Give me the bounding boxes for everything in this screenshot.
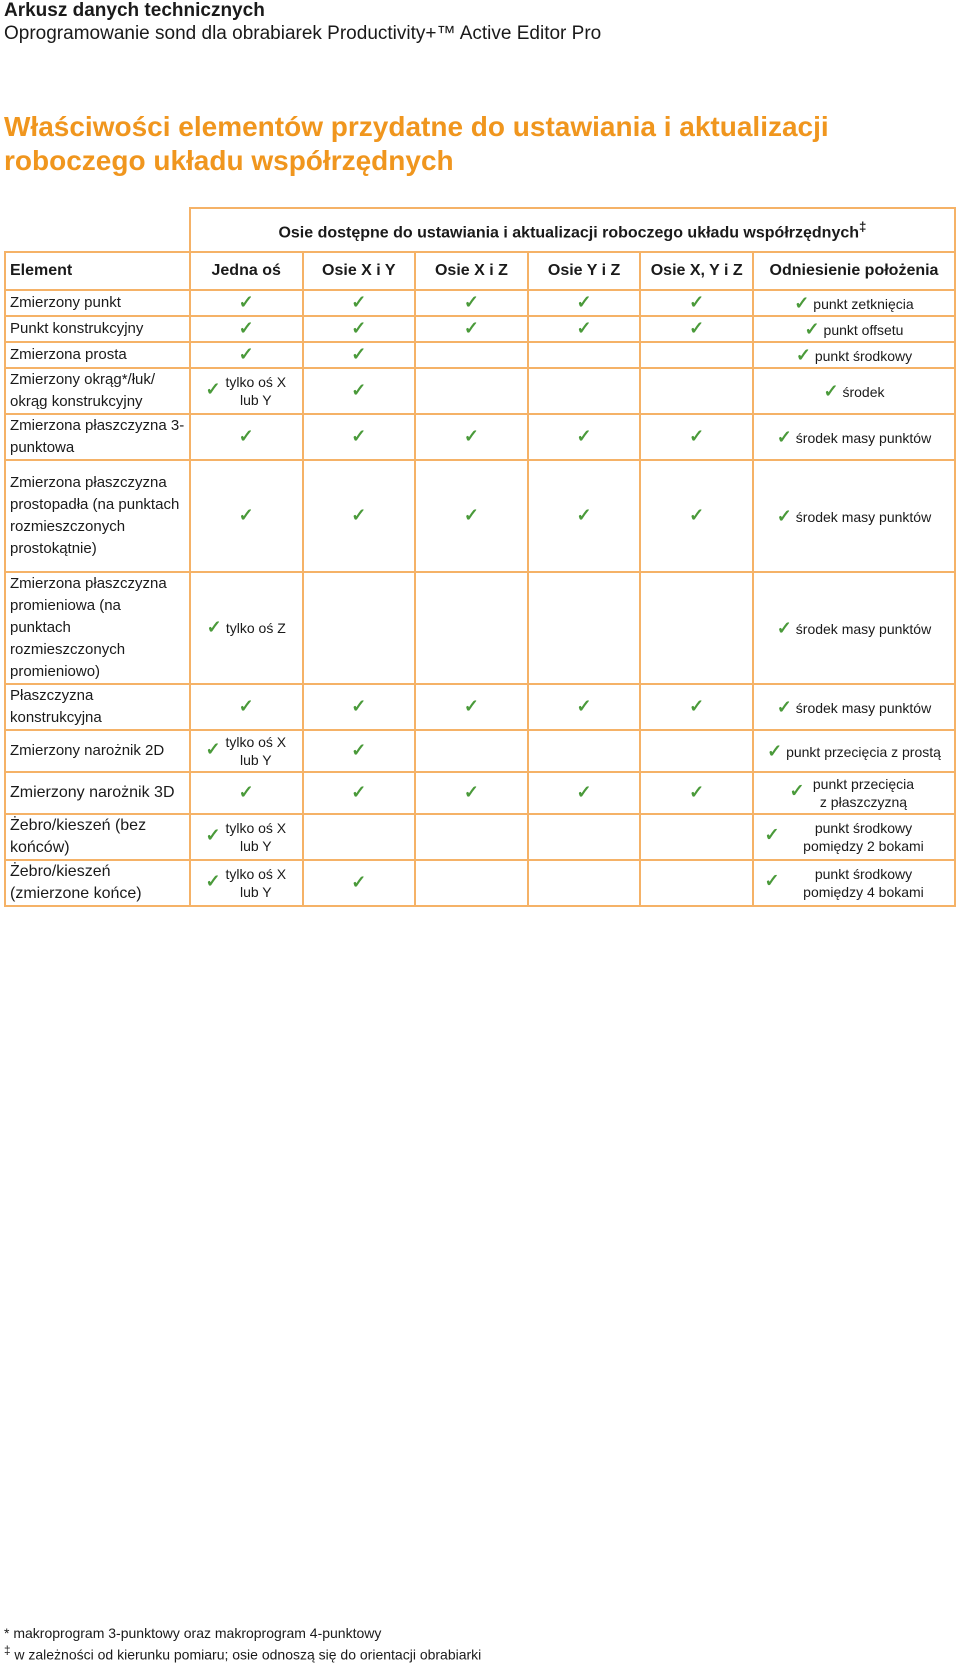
element-cell: Zmierzony punkt xyxy=(5,290,190,316)
check-cell xyxy=(303,684,416,730)
check-icon: ✓ xyxy=(576,505,592,525)
check-icon: ✓ xyxy=(794,292,810,313)
empty-cell xyxy=(415,572,528,684)
table-row xyxy=(5,814,955,860)
empty-cell xyxy=(415,368,528,414)
check-cell xyxy=(640,414,753,460)
check-icon: ✓ xyxy=(463,318,479,338)
reference-text: środek masy punktów xyxy=(795,620,932,637)
check-cell xyxy=(303,342,416,368)
reference-text: punkt środkowy pomiędzy 4 bokami xyxy=(803,866,924,900)
element-cell: Płaszczyzna konstrukcyjna xyxy=(5,684,190,730)
check-cell xyxy=(190,572,303,684)
check-cell xyxy=(303,414,416,460)
reference-text: środek masy punktów xyxy=(795,508,932,525)
empty-cell xyxy=(415,860,528,906)
empty-cell xyxy=(640,342,753,368)
empty-cell xyxy=(528,342,641,368)
check-icon: ✓ xyxy=(764,870,780,891)
footnote-mark: ‡ xyxy=(4,1644,11,1657)
footnote xyxy=(4,1624,481,1642)
check-icon: ✓ xyxy=(576,292,592,312)
reference-cell xyxy=(753,290,955,316)
check-cell xyxy=(190,730,303,772)
check-cell xyxy=(528,316,641,342)
check-icon: ✓ xyxy=(238,782,254,802)
document-subtitle: Oprogramowanie sond dla obrabiarek Productivity+™ Active Editor Pro xyxy=(4,23,602,44)
check-cell xyxy=(415,772,528,814)
check-icon: ✓ xyxy=(804,318,820,339)
empty-cell xyxy=(528,860,641,906)
check-icon: ✓ xyxy=(238,318,254,338)
check-icon: ✓ xyxy=(776,426,792,447)
empty-cell xyxy=(415,730,528,772)
check-cell xyxy=(190,772,303,814)
check-icon: ✓ xyxy=(206,617,222,637)
reference-text: środek xyxy=(842,383,885,400)
check-icon: ✓ xyxy=(689,426,705,446)
check-icon: ✓ xyxy=(351,505,367,525)
column-header-reference: Odniesienie położenia xyxy=(753,252,955,290)
reference-cell xyxy=(753,730,955,772)
single-axis-note: tylko oś Z xyxy=(225,620,286,636)
empty-cell xyxy=(303,572,416,684)
check-cell xyxy=(303,290,416,316)
reference-cell xyxy=(753,414,955,460)
check-icon: ✓ xyxy=(351,344,367,364)
column-header-element: Element xyxy=(5,252,190,290)
table-row xyxy=(5,290,955,316)
check-icon: ✓ xyxy=(576,782,592,802)
axes-group-header-text: Osie dostępne do ustawiania i aktualizacji roboczego układu współrzędnych xyxy=(278,224,860,242)
empty-cell xyxy=(415,342,528,368)
check-icon: ✓ xyxy=(463,696,479,716)
table-row xyxy=(5,684,955,730)
reference-text: punkt zetknięcia xyxy=(813,295,914,312)
check-icon: ✓ xyxy=(689,505,705,525)
reference-cell xyxy=(753,572,955,684)
empty-cell xyxy=(640,730,753,772)
element-cell: Zmierzony okrąg*/łuk/ okrąg konstrukcyjny xyxy=(5,368,190,414)
check-cell xyxy=(415,460,528,572)
check-cell xyxy=(190,316,303,342)
check-icon: ✓ xyxy=(238,344,254,364)
empty-cell xyxy=(415,814,528,860)
check-cell xyxy=(415,290,528,316)
check-cell xyxy=(190,290,303,316)
element-cell: Zmierzona prosta xyxy=(5,342,190,368)
empty-cell xyxy=(528,572,641,684)
axes-group-header xyxy=(190,208,955,252)
check-cell xyxy=(640,772,753,814)
check-cell xyxy=(190,342,303,368)
check-icon: ✓ xyxy=(238,696,254,716)
check-cell xyxy=(190,460,303,572)
table-row xyxy=(5,414,955,460)
check-icon: ✓ xyxy=(795,344,811,365)
check-icon: ✓ xyxy=(238,426,254,446)
empty-corner-cell xyxy=(5,208,190,252)
footnote-text: makroprogram 3-punktowy oraz makroprogram 4-punktowy xyxy=(13,1625,382,1641)
check-cell xyxy=(303,772,416,814)
single-axis-note: tylko oś X lub Y xyxy=(225,866,287,900)
check-icon: ✓ xyxy=(351,740,367,760)
check-cell xyxy=(415,316,528,342)
check-icon: ✓ xyxy=(689,782,705,802)
reference-cell xyxy=(753,860,955,906)
empty-cell xyxy=(640,814,753,860)
check-icon: ✓ xyxy=(823,380,839,401)
document-header xyxy=(4,0,601,46)
element-cell: Żebro/kieszeń (zmierzone końce) xyxy=(5,860,190,906)
reference-text: punkt offsetu xyxy=(823,321,904,338)
check-cell xyxy=(528,684,641,730)
check-cell xyxy=(640,460,753,572)
check-icon: ✓ xyxy=(238,505,254,525)
column-header-row xyxy=(5,252,955,290)
table-row xyxy=(5,730,955,772)
check-icon: ✓ xyxy=(789,780,805,801)
empty-cell xyxy=(640,572,753,684)
check-cell xyxy=(415,414,528,460)
reference-cell xyxy=(753,814,955,860)
reference-text: punkt przecięcia z prostą xyxy=(786,743,941,760)
reference-text: punkt środkowy xyxy=(814,347,913,364)
check-icon: ✓ xyxy=(351,292,367,312)
check-icon: ✓ xyxy=(776,696,792,717)
footnote-mark: * xyxy=(4,1625,10,1641)
table-row xyxy=(5,368,955,414)
check-icon: ✓ xyxy=(351,426,367,446)
check-icon: ✓ xyxy=(351,318,367,338)
footnotes xyxy=(4,1624,481,1664)
group-header-footnote-mark: ‡ xyxy=(859,218,867,234)
footnote xyxy=(4,1642,481,1664)
check-icon: ✓ xyxy=(205,824,221,845)
check-icon: ✓ xyxy=(205,378,221,399)
check-cell xyxy=(640,316,753,342)
reference-text: środek masy punktów xyxy=(795,699,932,716)
check-icon: ✓ xyxy=(767,740,783,761)
check-cell xyxy=(640,684,753,730)
single-axis-note: tylko oś X lub Y xyxy=(225,820,287,854)
column-header-x-y: Osie X i Y xyxy=(303,252,416,290)
element-cell: Zmierzona płaszczyzna promieniowa (na punktach rozmieszczonych promieniowo) xyxy=(5,572,190,684)
column-header-x-z: Osie X i Z xyxy=(415,252,528,290)
column-header-x-y-z: Osie X, Y i Z xyxy=(640,252,753,290)
table-row xyxy=(5,772,955,814)
table-row xyxy=(5,572,955,684)
reference-text: punkt środkowy pomiędzy 2 bokami xyxy=(803,820,924,854)
check-cell xyxy=(190,860,303,906)
table-row xyxy=(5,460,955,572)
check-icon: ✓ xyxy=(576,318,592,338)
check-cell xyxy=(415,684,528,730)
document-title: Arkusz danych technicznych xyxy=(4,0,265,21)
check-cell xyxy=(528,460,641,572)
check-cell xyxy=(190,684,303,730)
reference-cell xyxy=(753,684,955,730)
empty-cell xyxy=(640,860,753,906)
footnote-text: w zależności od kierunku pomiaru; osie odnoszą się do orientacji obrabiarki xyxy=(14,1646,482,1663)
empty-cell xyxy=(303,814,416,860)
check-icon: ✓ xyxy=(776,617,792,638)
reference-text: środek masy punktów xyxy=(795,429,932,446)
table-row xyxy=(5,316,955,342)
single-axis-note: tylko oś X lub Y xyxy=(225,374,287,408)
check-cell xyxy=(303,460,416,572)
table-row xyxy=(5,860,955,906)
axes-table xyxy=(4,207,956,907)
check-cell xyxy=(190,414,303,460)
element-cell: Żebro/kieszeń (bez końców) xyxy=(5,814,190,860)
element-cell: Zmierzony narożnik 3D xyxy=(5,772,190,814)
check-cell xyxy=(528,772,641,814)
check-icon: ✓ xyxy=(351,872,367,892)
single-axis-note: tylko oś X lub Y xyxy=(225,734,287,768)
check-cell xyxy=(190,368,303,414)
check-icon: ✓ xyxy=(576,696,592,716)
check-icon: ✓ xyxy=(776,505,792,526)
empty-cell xyxy=(528,730,641,772)
check-icon: ✓ xyxy=(576,426,592,446)
element-cell: Zmierzony narożnik 2D xyxy=(5,730,190,772)
check-icon: ✓ xyxy=(351,696,367,716)
check-icon: ✓ xyxy=(238,292,254,312)
check-icon: ✓ xyxy=(689,696,705,716)
reference-cell xyxy=(753,316,955,342)
reference-cell xyxy=(753,772,955,814)
check-cell xyxy=(190,814,303,860)
column-header-y-z: Osie Y i Z xyxy=(528,252,641,290)
reference-cell xyxy=(753,368,955,414)
check-icon: ✓ xyxy=(205,738,221,759)
reference-cell xyxy=(753,460,955,572)
column-header-single-axis: Jedna oś xyxy=(190,252,303,290)
check-icon: ✓ xyxy=(689,318,705,338)
empty-cell xyxy=(528,368,641,414)
check-icon: ✓ xyxy=(351,380,367,400)
check-cell xyxy=(640,290,753,316)
check-icon: ✓ xyxy=(351,782,367,802)
check-cell xyxy=(303,860,416,906)
reference-text: punkt przecięcia z płaszczyzną xyxy=(812,776,915,810)
check-icon: ✓ xyxy=(689,292,705,312)
reference-cell xyxy=(753,342,955,368)
check-cell xyxy=(528,414,641,460)
check-cell xyxy=(303,730,416,772)
element-cell: Punkt konstrukcyjny xyxy=(5,316,190,342)
empty-cell xyxy=(640,368,753,414)
check-cell xyxy=(303,368,416,414)
check-cell xyxy=(528,290,641,316)
check-icon: ✓ xyxy=(463,292,479,312)
element-cell: Zmierzona płaszczyzna prostopadła (na punktach rozmieszczonych prostokątnie) xyxy=(5,460,190,572)
check-icon: ✓ xyxy=(463,782,479,802)
check-cell xyxy=(303,316,416,342)
check-icon: ✓ xyxy=(205,870,221,891)
check-icon: ✓ xyxy=(463,426,479,446)
table-row xyxy=(5,342,955,368)
check-icon: ✓ xyxy=(764,824,780,845)
section-title: Właściwości elementów przydatne do ustawiania i aktualizacji roboczego układu współrzędnych xyxy=(4,111,829,176)
check-icon: ✓ xyxy=(463,505,479,525)
element-cell: Zmierzona płaszczyzna 3-punktowa xyxy=(5,414,190,460)
empty-cell xyxy=(528,814,641,860)
group-header-row xyxy=(5,208,955,252)
